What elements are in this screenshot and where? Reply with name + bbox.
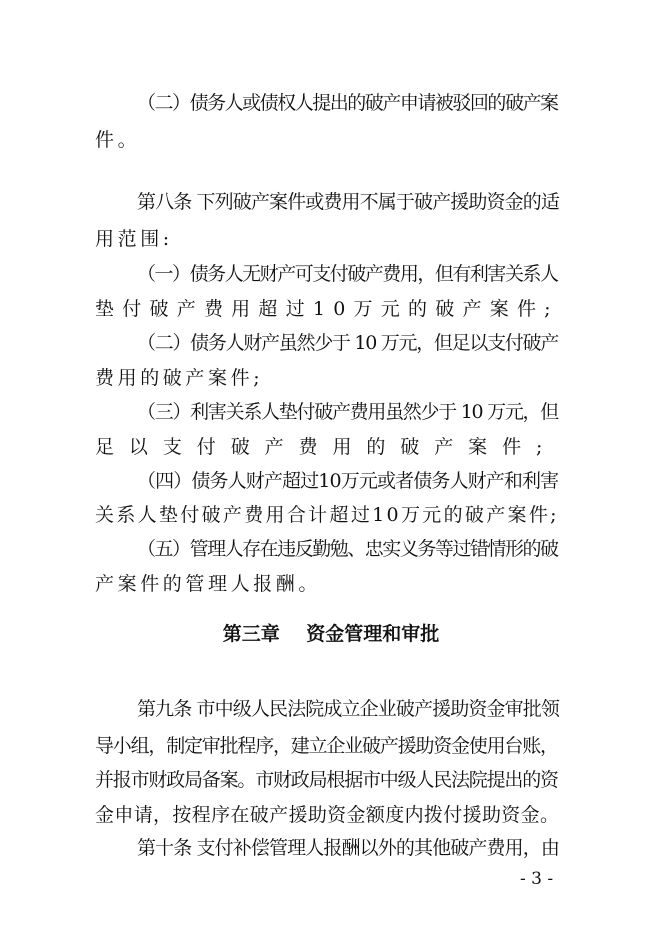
text-line: 垫付破产费用超过10万元的破产案件;	[95, 298, 559, 320]
article-10-heading: 第十条 支付补偿管理人报酬以外的其他破产费用，由	[137, 837, 560, 859]
text-line: 用范围:	[95, 228, 173, 250]
page-number: - 3 -	[520, 869, 554, 889]
text-line: （二）债务人财产虽然少于 10 万元，但足以支付破产	[137, 332, 558, 354]
article-8-heading: 第八条 下列破产案件或费用不属于破产援助资金的适	[137, 191, 560, 213]
text-line: 并报市财政局备案。市财政局根据市中级人民法院提出的资	[95, 769, 558, 791]
text-line: 足以支付破产费用的破产案件;	[95, 436, 558, 458]
text-line: （二）债务人或债权人提出的破产申请被驳回的破产案	[137, 92, 558, 114]
article-9-heading: 第九条 市中级人民法院成立企业破产援助资金审批领	[137, 698, 560, 720]
text-line: （四）债务人财产超过10万元或者债务人财产和利害	[137, 470, 559, 492]
text-line: 费用的破产案件;	[95, 367, 264, 389]
text-line: 金申请，按程序在破产援助资金额度内拨付援助资金。	[95, 804, 560, 826]
text-line: （一）债务人无财产可支付破产费用，但有利害关系人	[137, 263, 558, 285]
text-line: 产案件的管理人报酬。	[95, 573, 322, 595]
text-line: 关系人垫付破产费用合计超过10万元的破产案件;	[95, 504, 559, 526]
text-line: （三）利害关系人垫付破产费用虽然少于 10 万元，但	[137, 401, 558, 423]
chapter-title: 第三章 资金管理和审批	[222, 623, 440, 645]
text-line: 件。	[95, 129, 141, 151]
text-line: 导小组，制定审批程序，建立企业破产援助资金使用台账，	[95, 735, 558, 757]
text-line: （五）管理人存在违反勤勉、忠实义务等过错情形的破	[137, 538, 558, 560]
